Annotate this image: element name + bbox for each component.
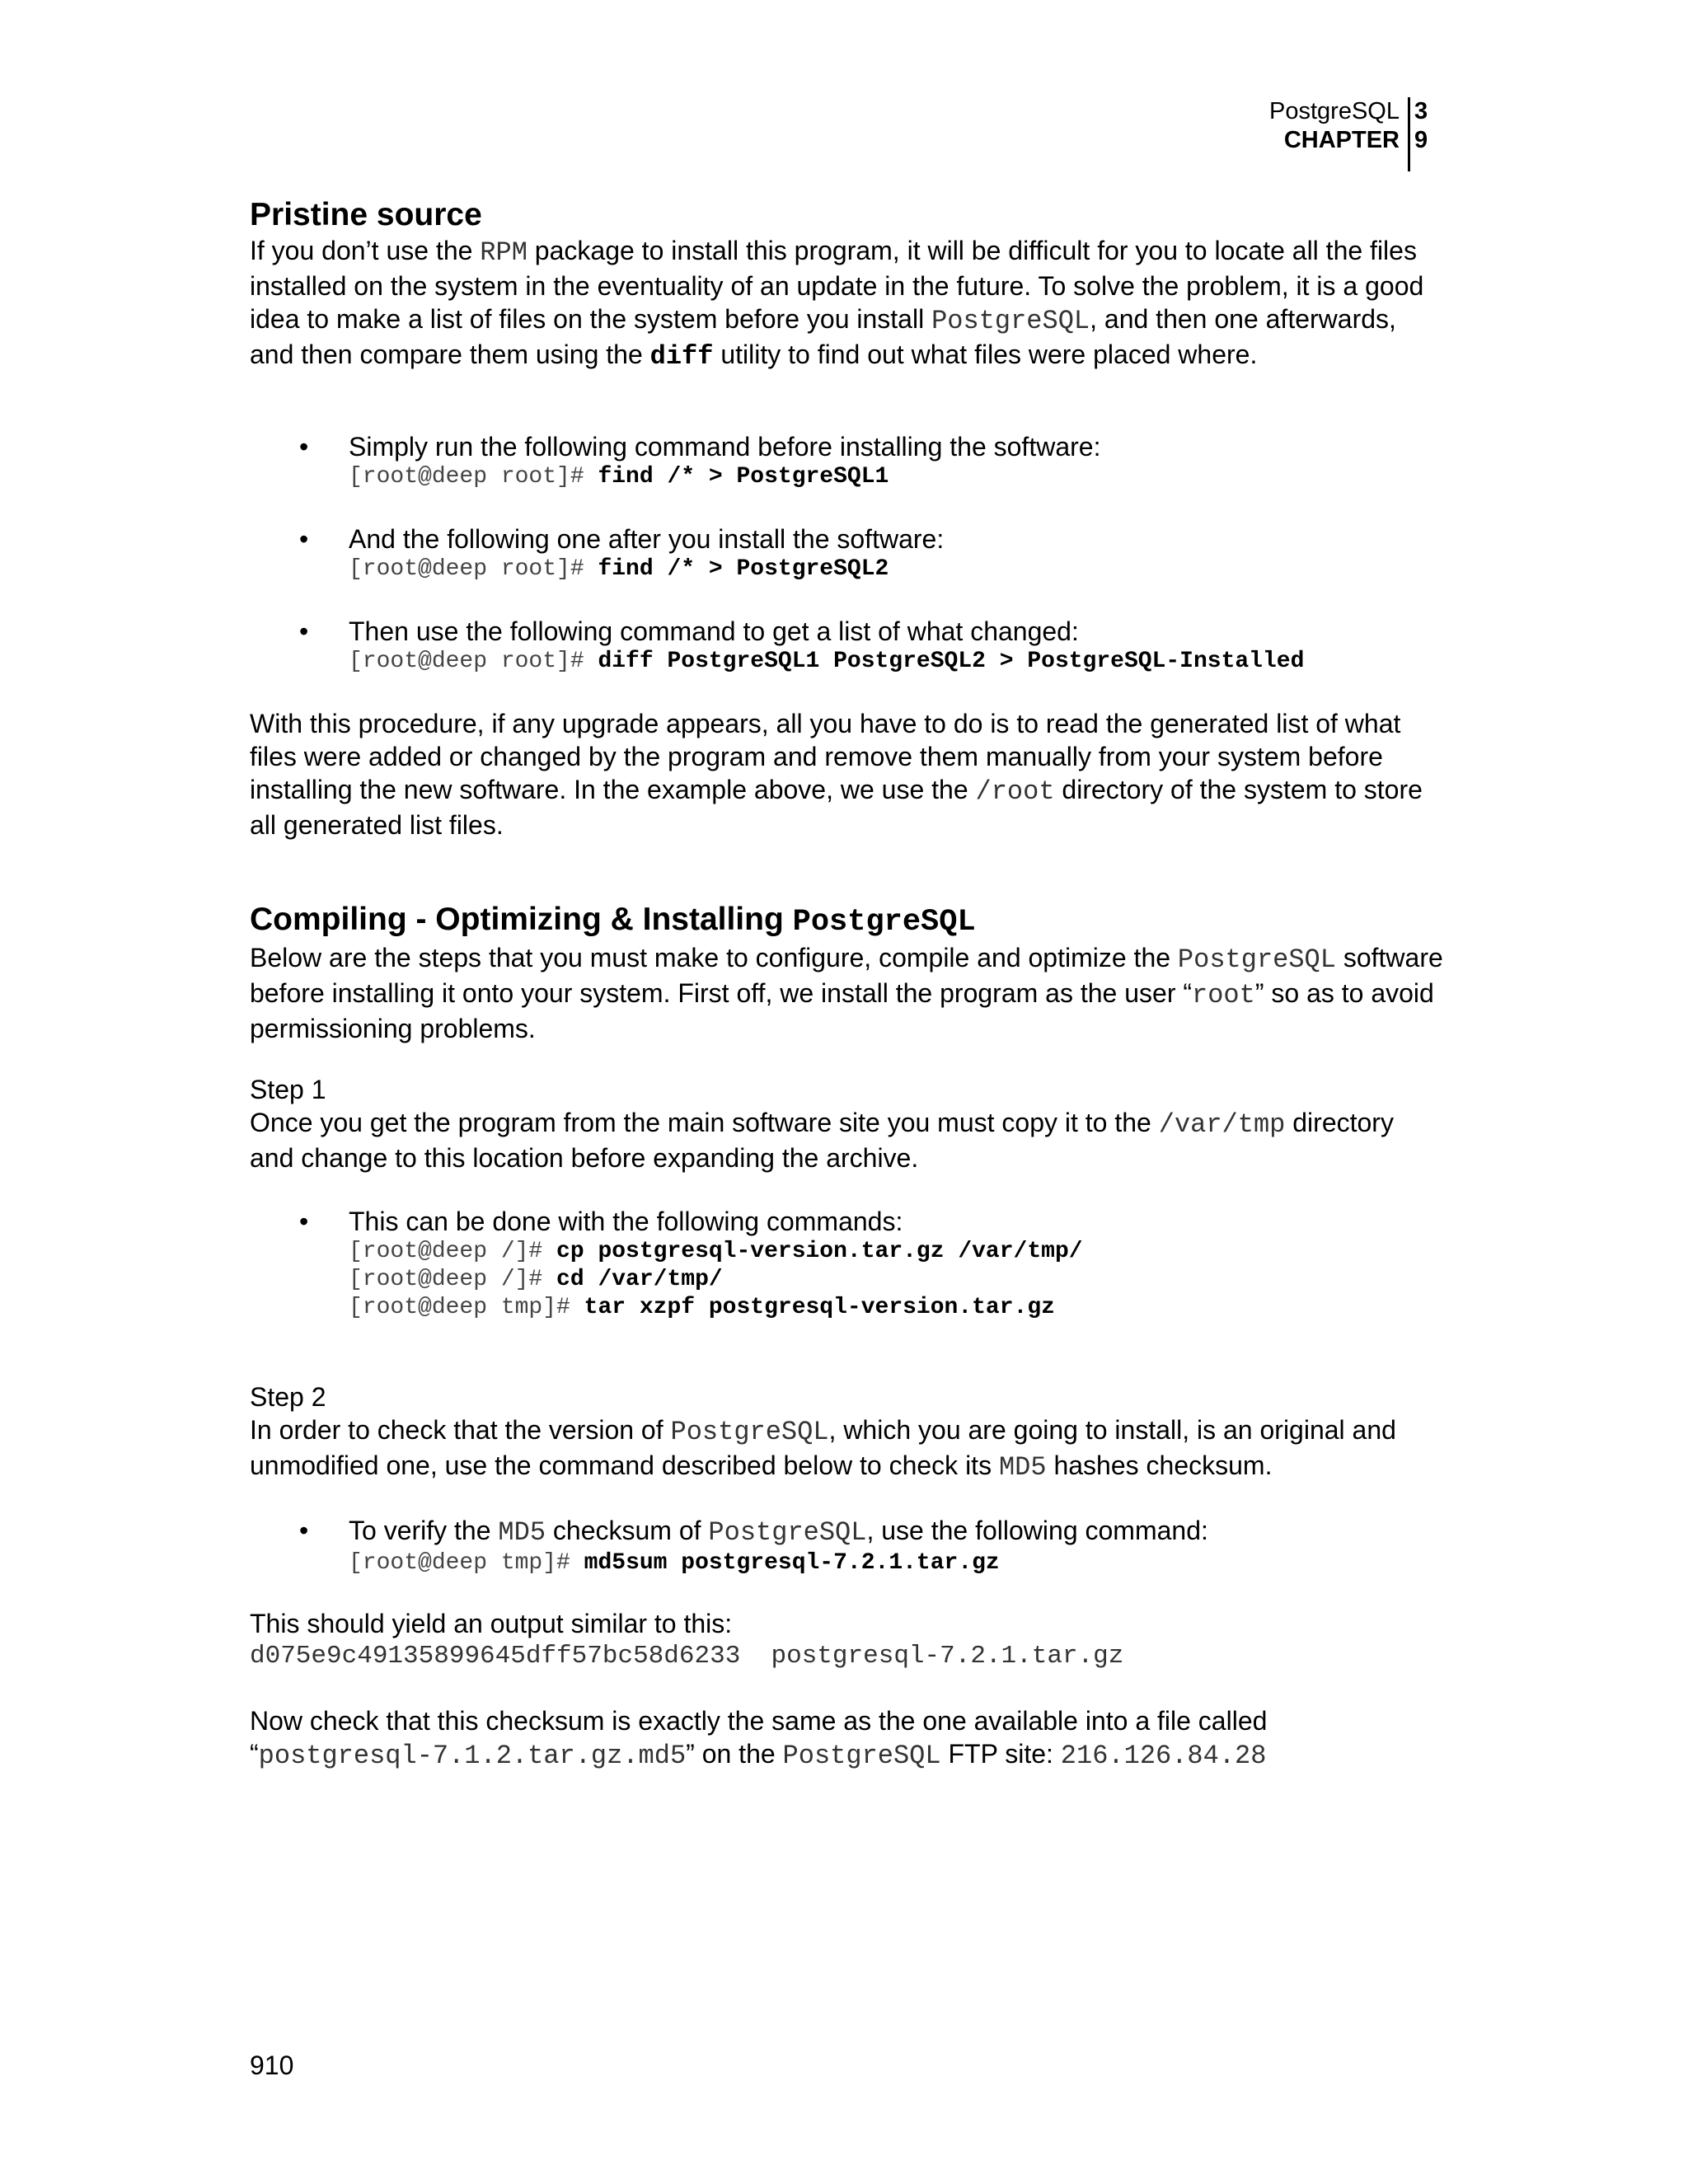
code-line: [root@deep root]# find /* > PostgreSQL1 <box>349 464 889 490</box>
paragraph: In order to check that the version of PostgreSQL, which you are going to install, is an original and unmodified one, use the command described below to check its MD5 hashes checksum. <box>250 1415 1396 1483</box>
code-line: [root@deep root]# find /* > PostgreSQL2 <box>349 556 889 582</box>
bullet-list <box>250 1205 1445 1322</box>
bullet-list <box>250 430 1445 491</box>
paragraph-block <box>250 1704 1445 1773</box>
command-output: d075e9c49135899645dff57bc58d6233 postgresql-7.2.1.tar.gz <box>250 1642 1124 1671</box>
header-title: PostgreSQL <box>1269 98 1400 124</box>
bullet-list <box>250 1514 1445 1577</box>
list-item: • Simply run the following command before installing the software: [root@deep root]# find /* > PostgreSQL1 <box>250 430 1445 491</box>
code-line: [root@deep /]# cp postgresql-version.tar.gz /var/tmp/ <box>349 1239 1083 1264</box>
step-1 <box>250 1073 1445 1174</box>
list-item: • Then use the following command to get a list of what changed: [root@deep root]# diff PostgreSQL1 PostgreSQL2 > PostgreSQL-Installed <box>250 615 1445 676</box>
bullet-list <box>250 523 1445 583</box>
step-label: Step 1 <box>250 1075 326 1104</box>
paragraph: Below are the steps that you must make to configure, compile and optimize the PostgreSQL software before installing it onto your system. First off, we install the program as the user “root” so as to avoid permissioning problems. <box>250 943 1443 1043</box>
page-number: 910 <box>250 2050 294 2080</box>
code-line: [root@deep /]# cd /var/tmp/ <box>349 1267 723 1292</box>
code-line: [root@deep tmp]# md5sum postgresql-7.2.1.tar.gz <box>349 1550 1000 1576</box>
code-line: [root@deep root]# diff PostgreSQL1 PostgreSQL2 > PostgreSQL-Installed <box>349 649 1305 674</box>
code-line: [root@deep tmp]# tar xzpf postgresql-version.tar.gz <box>349 1295 1055 1320</box>
section-heading: Compiling - Optimizing & Installing PostgreSQL <box>250 902 976 940</box>
section-heading: Pristine source <box>250 197 482 232</box>
running-header <box>1154 97 1432 155</box>
bullet-icon: • <box>299 1207 309 1236</box>
list-item: • To verify the MD5 checksum of PostgreSQL, use the following command: [root@deep tmp]# md5sum postgresql-7.2.1.tar.gz <box>250 1514 1445 1577</box>
paragraph-block <box>250 707 1445 841</box>
paragraph: This should yield an output similar to this: <box>250 1609 733 1638</box>
paragraph: With this procedure, if any upgrade appears, all you have to do is to read the generated list of what files were added or changed by the program and remove them manually from your system before installing the new software. In the example above, we use the /root directory of the system to store all generated list files. <box>250 709 1423 840</box>
header-chapter-label: CHAPTER <box>1283 127 1400 153</box>
bullet-icon: • <box>299 432 309 462</box>
header-divider <box>1408 97 1410 171</box>
output-block <box>250 1607 1445 1673</box>
section-pristine-source <box>250 196 1445 373</box>
bullet-icon: • <box>299 524 309 554</box>
paragraph: “postgresql-7.1.2.tar.gz.md5” on the PostgreSQL FTP site: 216.126.84.28 <box>250 1739 1267 1771</box>
header-chapter-number-b: 9 <box>1414 127 1428 153</box>
section-compiling <box>250 901 1445 1045</box>
step-2 <box>250 1380 1445 1484</box>
header-chapter-number-a: 3 <box>1414 98 1428 124</box>
paragraph: If you don’t use the RPM package to install this program, it will be difficult for you to locate all the files installed on the system in the eventuality of an update in the future. To solve the problem, it is a good idea to make a list of files on the system before you install PostgreSQL, and then one afterwards, and then compare them using the diff utility to find out what files were placed where. <box>250 236 1424 372</box>
list-item: • This can be done with the following commands: [root@deep /]# cp postgresql-version.tar.gz /var/tmp/ [root@deep /]# cd /var/tmp/ [root@deep tmp]# tar xzpf postgresql-version.tar.gz <box>250 1205 1445 1322</box>
paragraph: Now check that this checksum is exactly the same as the one available into a file called <box>250 1706 1268 1736</box>
list-item: • And the following one after you install the software: [root@deep root]# find /* > PostgreSQL2 <box>250 523 1445 583</box>
bullet-icon: • <box>299 616 309 646</box>
bullet-list <box>250 615 1445 676</box>
step-label: Step 2 <box>250 1382 326 1412</box>
bullet-icon: • <box>299 1516 309 1545</box>
paragraph: Once you get the program from the main software site you must copy it to the /var/tmp directory and change to this location before expanding the archive. <box>250 1108 1394 1173</box>
